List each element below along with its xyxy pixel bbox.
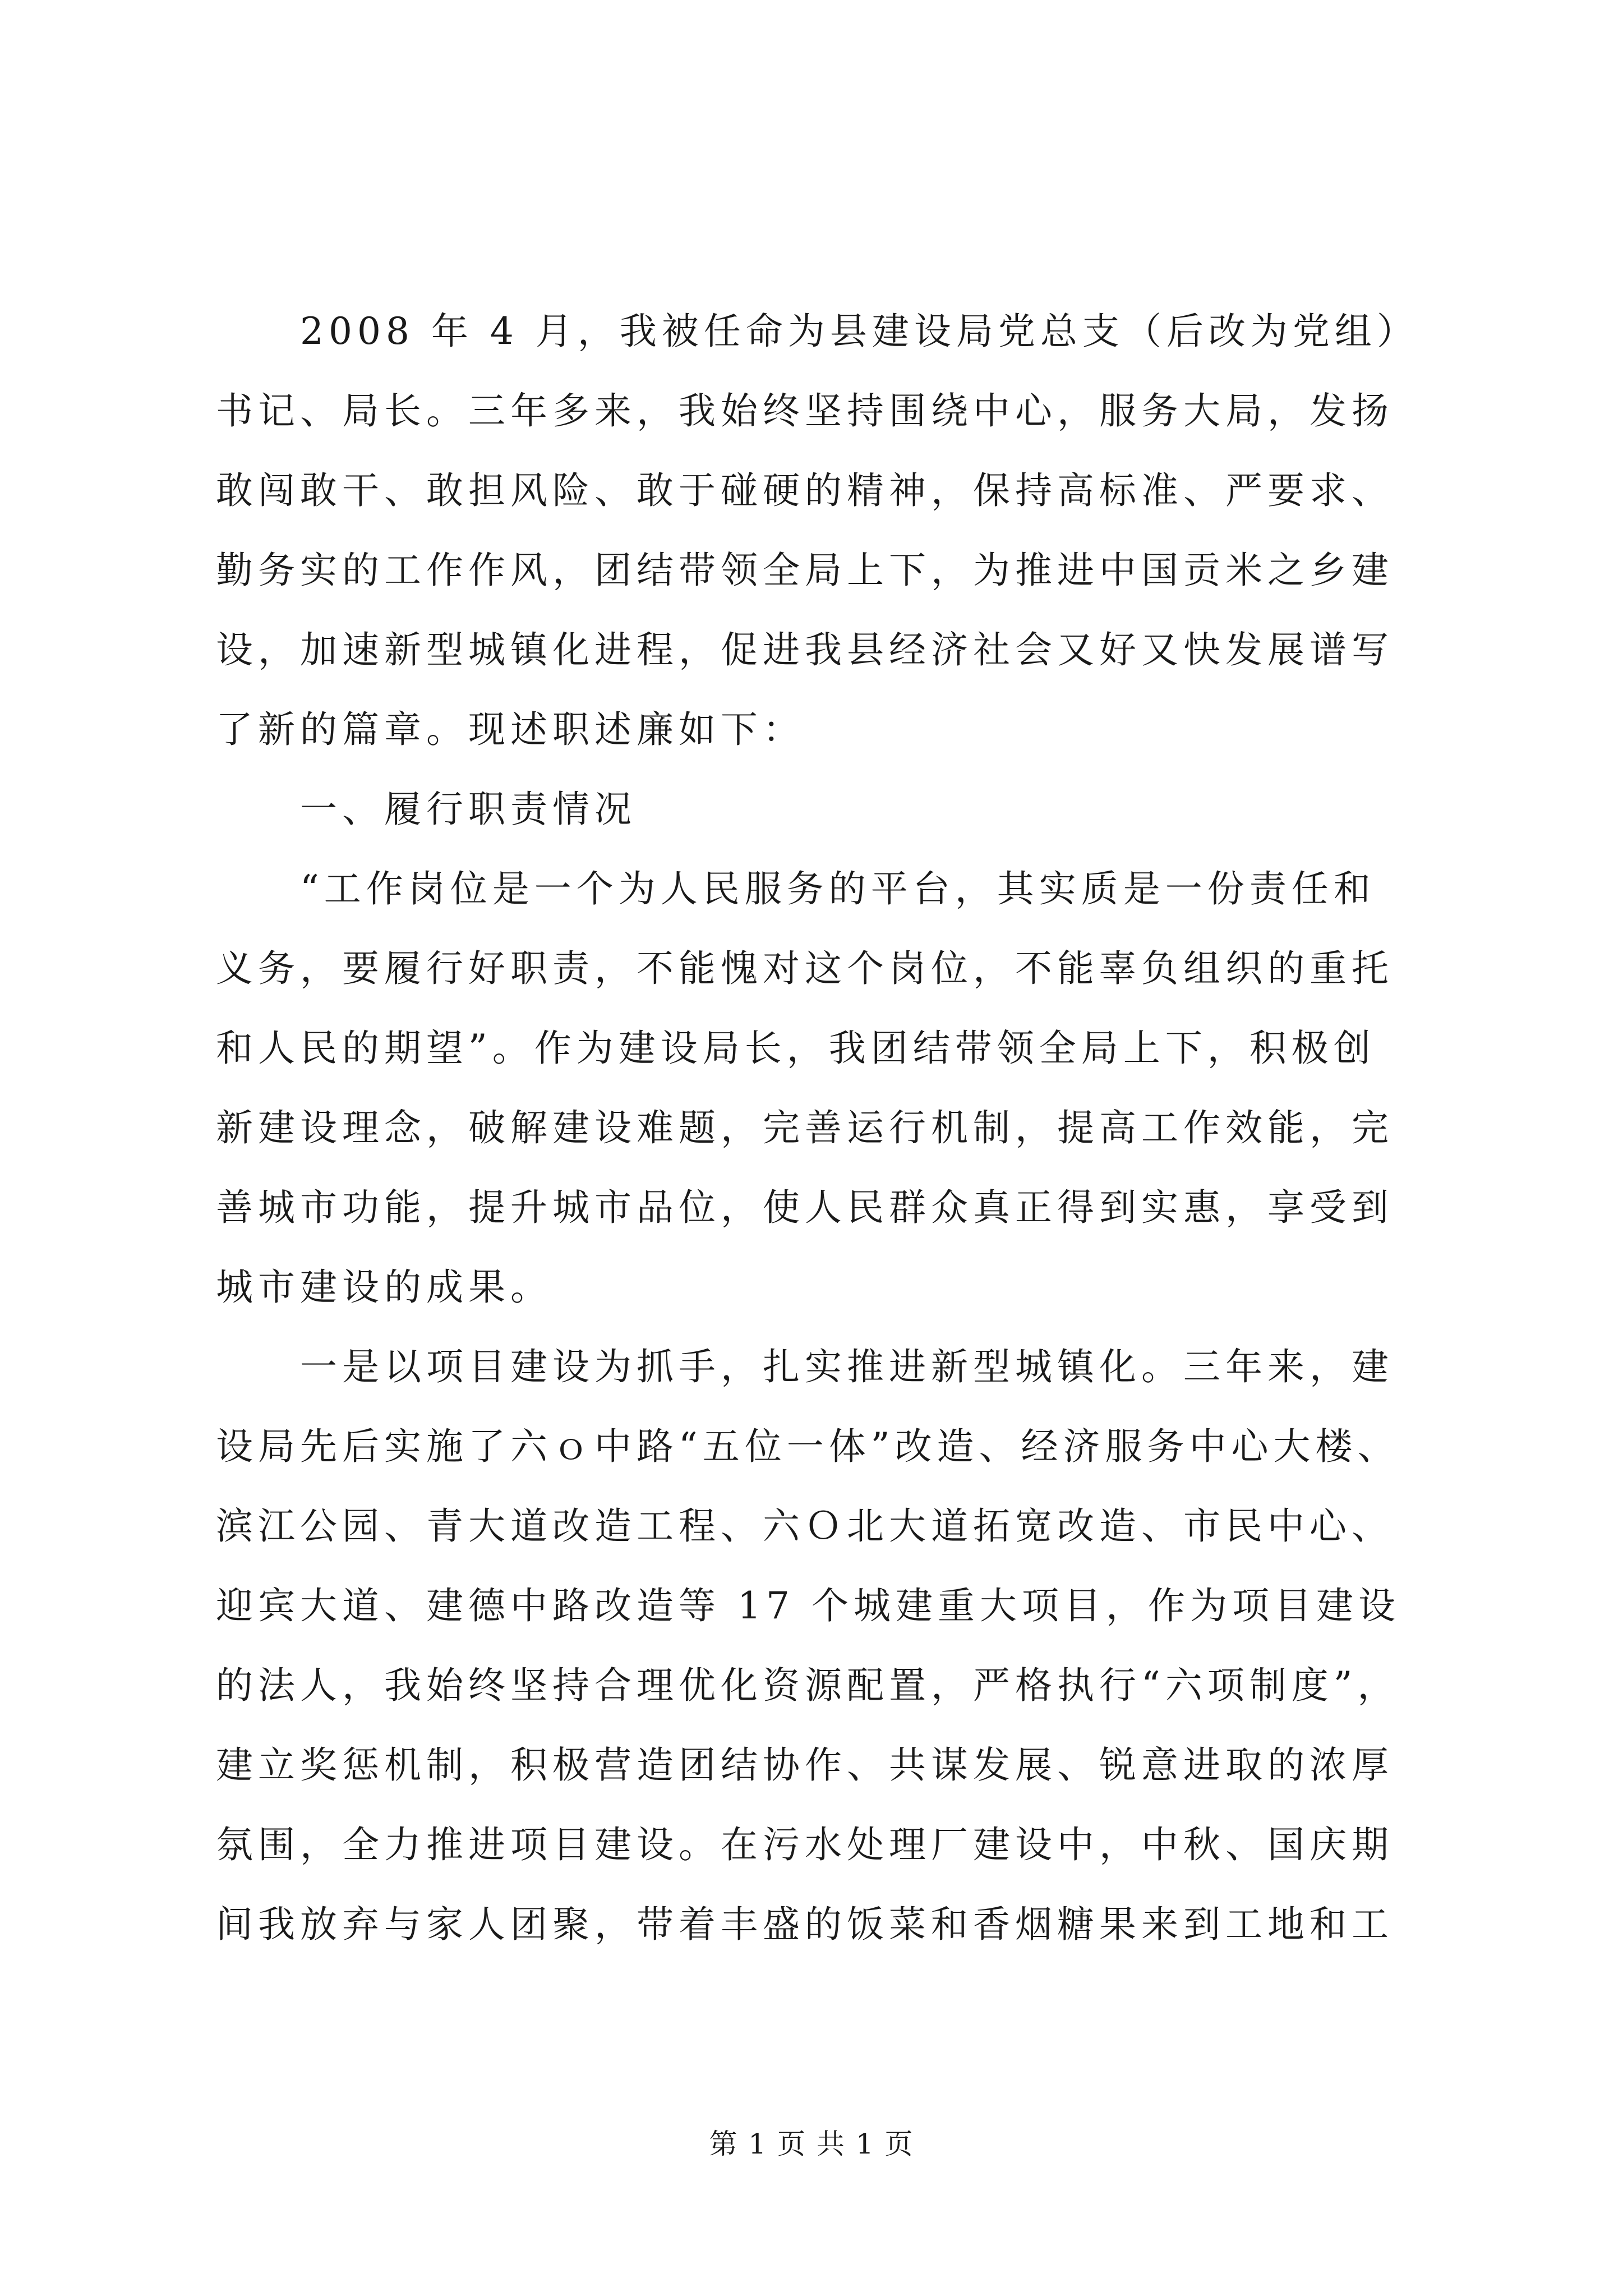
text-line: 善城市功能，提升城市品位，使人民群众真正得到实惠，享受到 (216, 1186, 1394, 1229)
section-heading: 一、履行职责情况 (216, 788, 637, 831)
text-line: 滨江公园、青大道改造工程、六Ｏ北大道拓宽改造、市民中心、 (216, 1504, 1394, 1548)
text-line: 的法人，我始终坚持合理优化资源配置，严格执行“六项制度”， (216, 1664, 1400, 1707)
text-line: 2008 年 4 月，我被任命为县建设局党总支（后改为党组） (216, 310, 1419, 353)
text-line: 和人民的期望”。作为建设局长，我团结带领全局上下，积极创 (216, 1027, 1376, 1070)
text-line: 设，加速新型城镇化进程，促进我县经济社会又好又快发展谱写 (216, 628, 1394, 671)
body-text (216, 292, 1422, 1964)
text-line: 迎宾大道、建德中路改造等 17 个城建重大项目，作为项目建设 (216, 1584, 1400, 1627)
text-line: 了新的篇章。现述职述廉如下： (216, 708, 805, 751)
text-line: 敢闯敢干、敢担风险、敢于碰硬的精神，保持高标准、严要求、 (216, 469, 1394, 512)
text-line: 设局先后实施了六ｏ中路“五位一体”改造、经济服务中心大楼、 (216, 1425, 1400, 1468)
text-line: “工作岗位是一个为人民服务的平台，其实质是一份责任和 (216, 867, 1376, 910)
text-line: 勤务实的工作作风，团结带领全局上下，为推进中国贡米之乡建 (216, 549, 1394, 592)
text-line: 一是以项目建设为抓手，扎实推进新型城镇化。三年来，建 (216, 1345, 1394, 1388)
text-line: 建立奖惩机制，积极营造团结协作、共谋发展、锐意进取的浓厚 (216, 1743, 1394, 1787)
text-line: 氛围，全力推进项目建设。在污水处理厂建设中，中秋、国庆期 (216, 1823, 1394, 1866)
text-line: 间我放弃与家人团聚，带着丰盛的饭菜和香烟糖果来到工地和工 (216, 1903, 1394, 1946)
text-line: 新建设理念，破解建设难题，完善运行机制，提高工作效能，完 (216, 1106, 1394, 1149)
text-line: 义务，要履行好职责，不能愧对这个岗位，不能辜负组织的重托 (216, 947, 1394, 990)
text-line: 书记、局长。三年多来，我始终坚持围绕中心，服务大局，发扬 (216, 389, 1394, 432)
page-number-footer: 第 1 页 共 1 页 (709, 2128, 914, 2160)
text-line: 城市建设的成果。 (216, 1266, 552, 1309)
